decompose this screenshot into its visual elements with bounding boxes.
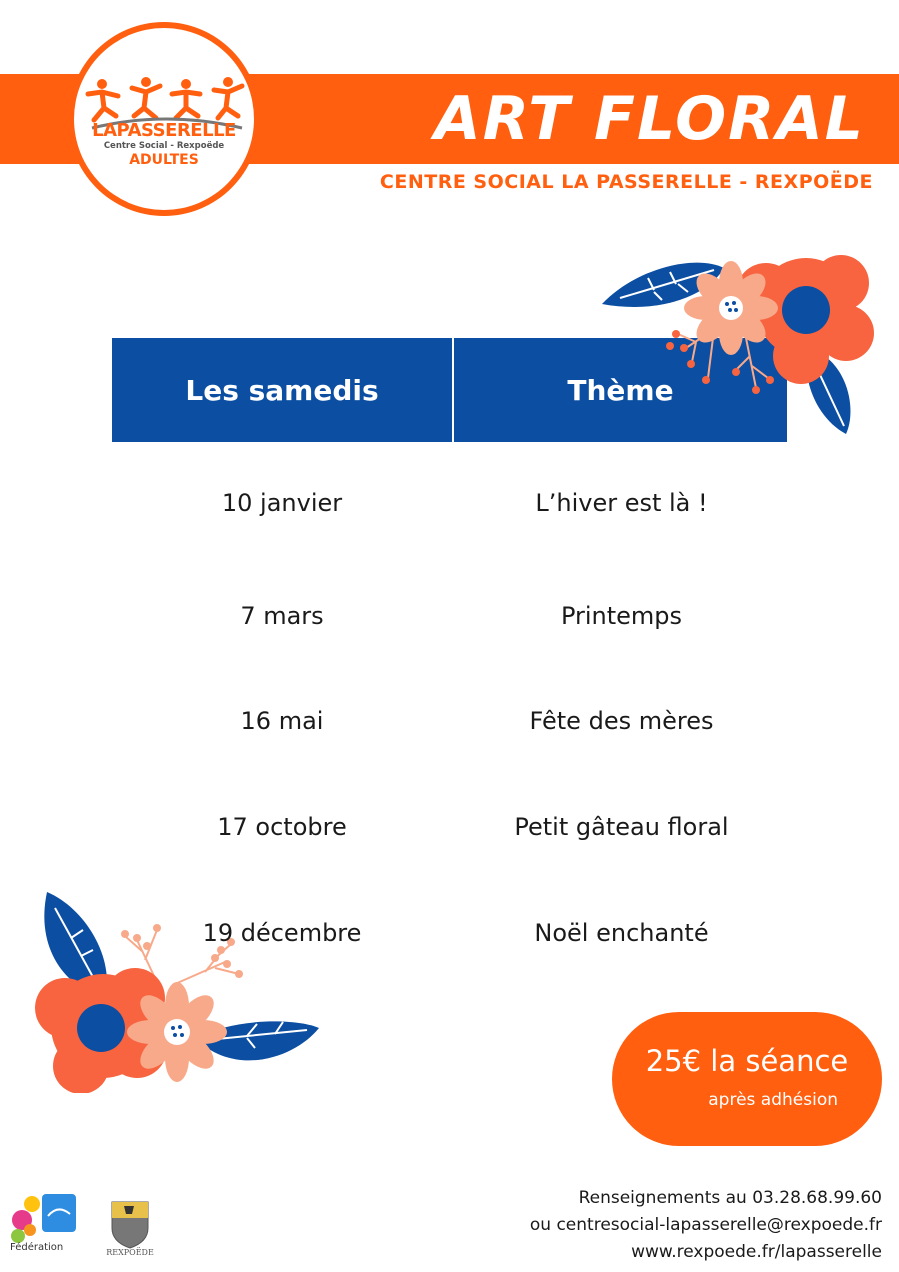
price-badge	[612, 1012, 882, 1146]
commune-label: REXPOËDE	[106, 1248, 154, 1257]
contact-info	[530, 1185, 882, 1266]
federation-label: Fédération	[10, 1242, 64, 1253]
row-date: 16 mai	[240, 707, 324, 735]
logo-audience: ADULTES	[129, 152, 199, 168]
contact-website: www.rexpoede.fr/lapasserelle	[631, 1242, 882, 1262]
table-row	[112, 696, 789, 746]
table-row	[112, 478, 789, 528]
row-theme: Printemps	[560, 602, 683, 630]
row-date: 17 octobre	[217, 813, 347, 841]
row-theme: Petit gâteau floral	[514, 813, 729, 841]
page-title: ART FLORAL	[434, 84, 865, 154]
row-date: 10 janvier	[221, 489, 343, 517]
row-date: 7 mars	[240, 602, 324, 630]
row-theme: Noël enchanté	[534, 919, 709, 947]
contact-phone: Renseignements au 03.28.68.99.60	[578, 1188, 882, 1208]
logo-subtitle: Centre Social - Rexpoëde	[103, 141, 225, 151]
table-header-theme: Thème	[454, 338, 787, 442]
contact-email: ou centresocial-lapasserelle@rexpoede.fr	[529, 1215, 882, 1235]
row-theme: L’hiver est là !	[535, 489, 708, 517]
price-note: après adhésion	[708, 1090, 838, 1110]
price-main: 25€ la séance	[645, 1044, 849, 1078]
table-row	[112, 802, 789, 852]
table-row	[112, 908, 789, 958]
table-header-date: Les samedis	[112, 338, 452, 442]
logo-name: LAPASSERELLE	[92, 120, 236, 141]
flower-bouquet-icon	[596, 238, 876, 438]
row-date: 19 décembre	[202, 919, 362, 947]
table-row	[112, 591, 789, 641]
row-theme: Fête des mères	[529, 707, 714, 735]
page-subtitle: CENTRE SOCIAL LA PASSERELLE - REXPOËDE	[379, 171, 873, 193]
passerelle-logo	[68, 22, 260, 216]
